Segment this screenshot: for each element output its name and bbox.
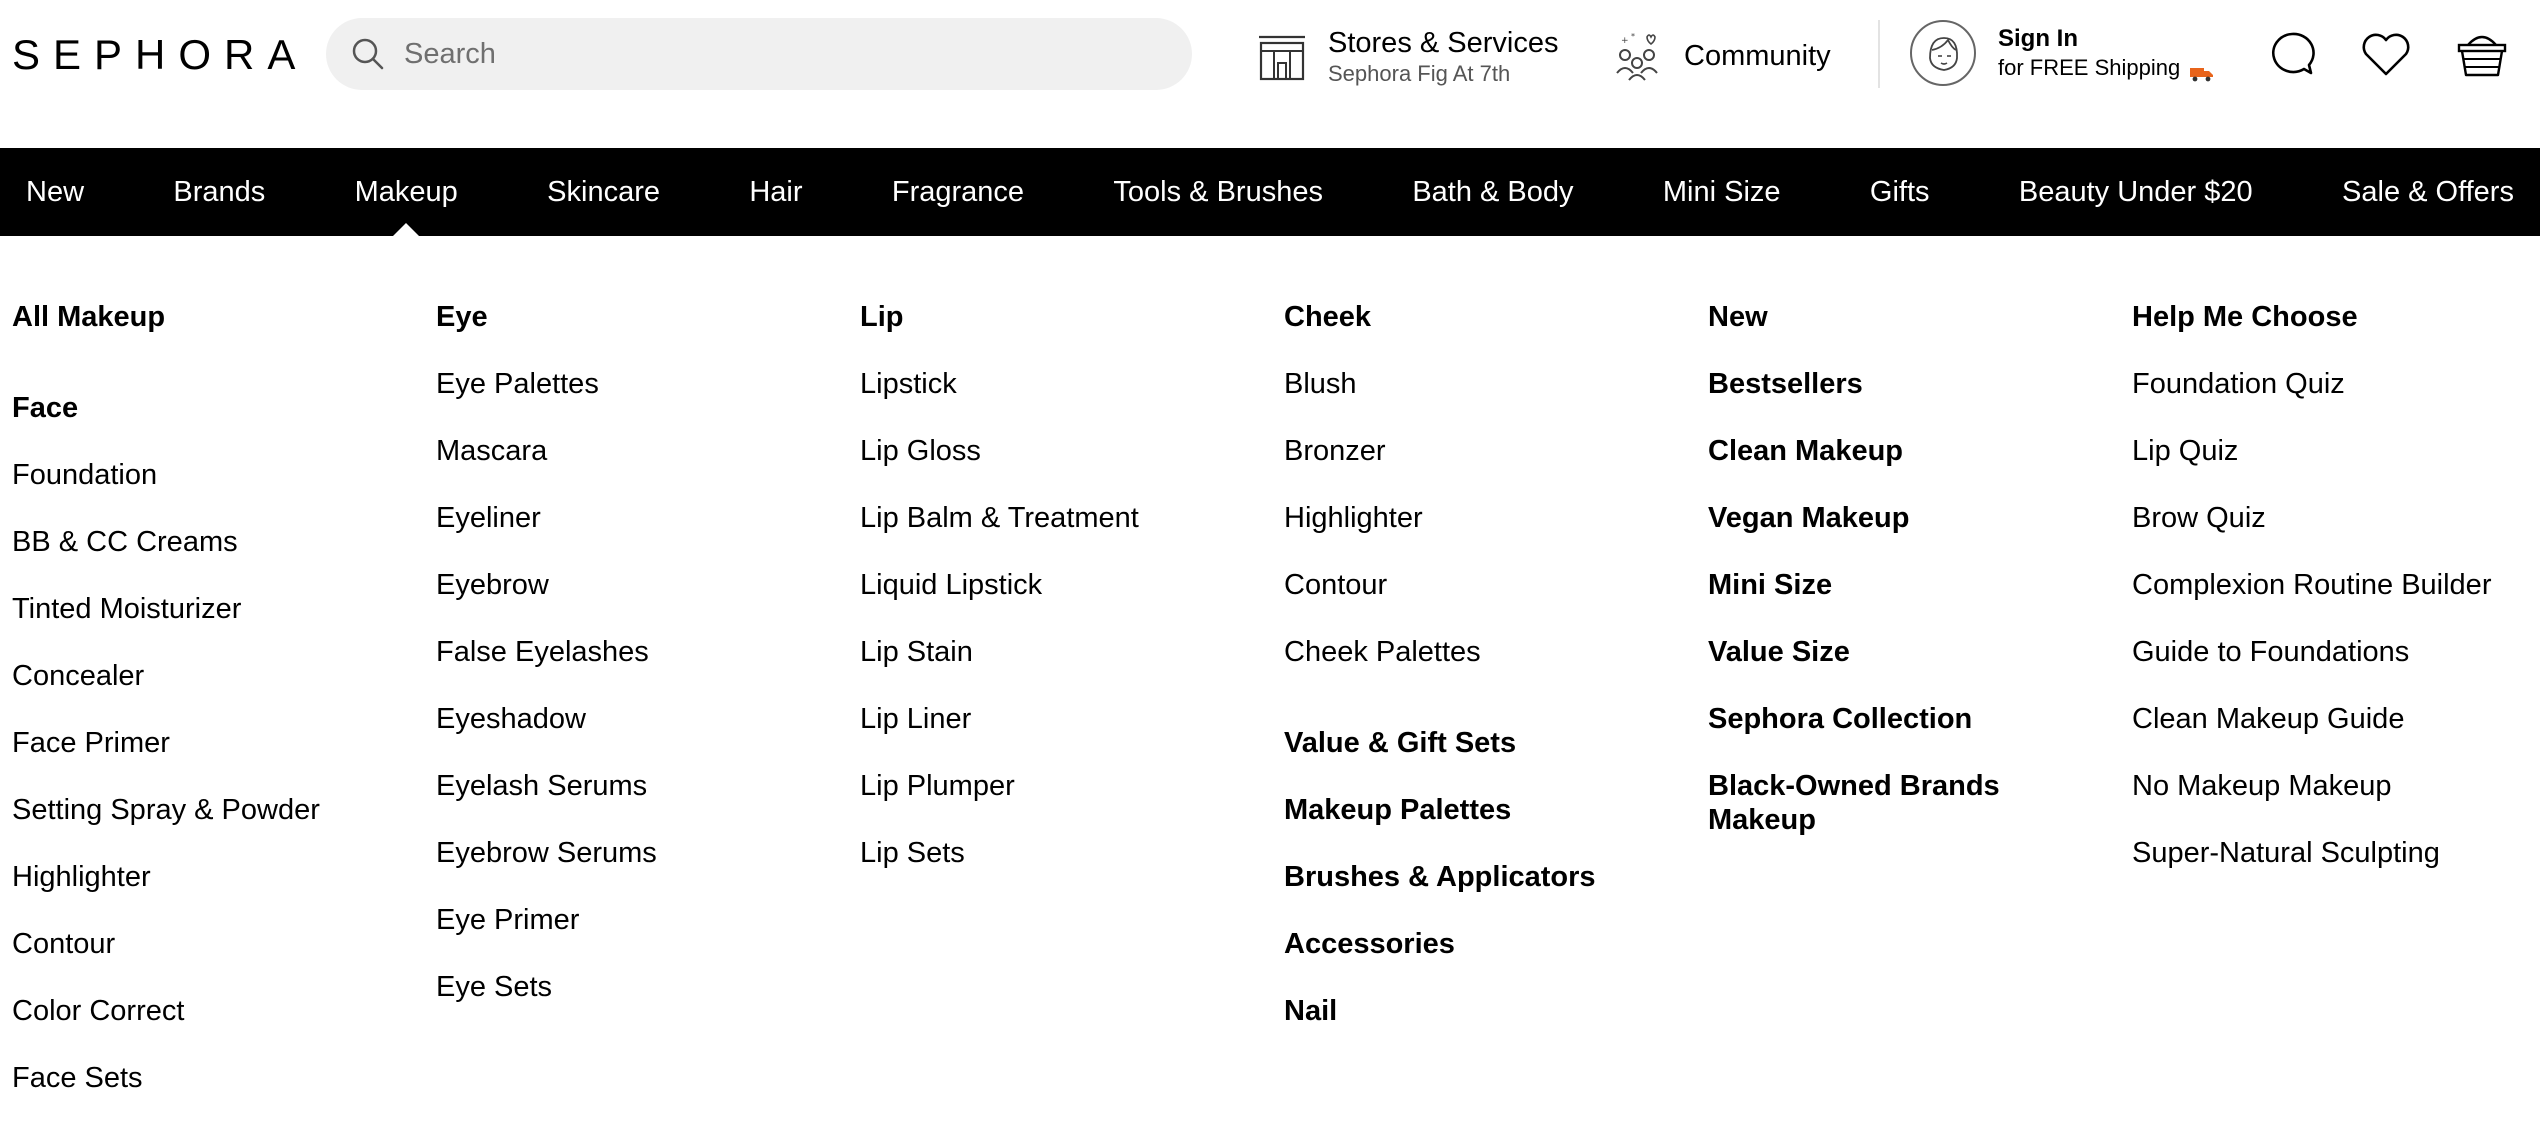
menu-link[interactable]: Eye Palettes xyxy=(436,368,599,400)
menu-link-vegan-makeup[interactable]: Vegan Makeup xyxy=(1708,502,1910,534)
search-bar[interactable] xyxy=(326,18,1192,90)
nav-item-makeup[interactable]: Makeup xyxy=(355,148,458,236)
menu-link[interactable]: Highlighter xyxy=(12,861,151,893)
menu-column-face xyxy=(12,300,432,1128)
menu-heading-eye[interactable]: Eye xyxy=(436,301,488,333)
menu-link[interactable]: Mascara xyxy=(436,435,548,467)
menu-link-clean-makeup[interactable]: Clean Makeup xyxy=(1708,435,1903,467)
stores-title: Stores & Services xyxy=(1328,27,1559,59)
menu-link-black-owned-brands[interactable]: Black-Owned Brands Makeup xyxy=(1708,770,2000,836)
search-input[interactable] xyxy=(404,38,1164,71)
menu-link[interactable]: Contour xyxy=(1284,569,1388,601)
nav-item-mini-size[interactable]: Mini Size xyxy=(1662,176,1781,208)
menu-link-brushes-applicators[interactable]: Brushes & Applicators xyxy=(1284,861,1596,893)
header-divider xyxy=(1878,20,1880,88)
stores-subtitle: Sephora Fig At 7th xyxy=(1328,61,1511,86)
menu-link[interactable]: Super-Natural Sculpting xyxy=(2132,837,2440,869)
menu-column-help-me-choose xyxy=(2132,300,2540,903)
basket-icon[interactable] xyxy=(2454,26,2510,82)
menu-link[interactable]: Eyeliner xyxy=(436,502,541,534)
menu-link[interactable]: Face Primer xyxy=(12,727,170,759)
menu-link[interactable]: Blush xyxy=(1284,368,1357,400)
menu-link[interactable]: Clean Makeup Guide xyxy=(2132,703,2405,735)
nav-item-sale-offers[interactable]: Sale & Offers xyxy=(2342,176,2514,208)
menu-link[interactable]: BB & CC Creams xyxy=(12,526,238,558)
menu-link[interactable]: Contour xyxy=(12,928,116,960)
sign-in-link[interactable] xyxy=(1910,20,2214,86)
menu-link-value-size[interactable]: Value Size xyxy=(1708,636,1850,668)
truck-icon xyxy=(2190,61,2214,77)
nav-item-hair[interactable]: Hair xyxy=(749,176,803,208)
menu-link[interactable]: Complexion Routine Builder xyxy=(2132,569,2492,601)
makeup-dropdown-menu xyxy=(0,236,2540,1134)
nav-item-tools-brushes[interactable]: Tools & Brushes xyxy=(1113,176,1323,208)
menu-column-cheek xyxy=(1284,300,1704,1061)
menu-column-featured xyxy=(1708,300,2068,869)
heart-icon[interactable] xyxy=(2358,26,2414,82)
menu-link[interactable]: Liquid Lipstick xyxy=(860,569,1043,601)
menu-link-bestsellers[interactable]: Bestsellers xyxy=(1708,368,1863,400)
nav-item-gifts[interactable]: Gifts xyxy=(1869,176,1930,208)
menu-link[interactable]: Highlighter xyxy=(1284,502,1423,534)
svg-text:+: + xyxy=(1621,36,1629,46)
search-icon xyxy=(348,34,388,74)
chat-icon[interactable] xyxy=(2264,26,2320,82)
menu-link[interactable]: Guide to Foundations xyxy=(2132,636,2410,668)
menu-link[interactable]: Lip Plumper xyxy=(860,770,1015,802)
menu-link[interactable]: Foundation Quiz xyxy=(2132,368,2345,400)
menu-link[interactable]: Color Correct xyxy=(12,995,185,1027)
menu-link[interactable]: Lip Stain xyxy=(860,636,973,668)
menu-heading-cheek[interactable]: Cheek xyxy=(1284,301,1372,333)
menu-link[interactable]: Eye Sets xyxy=(436,971,553,1003)
menu-link[interactable]: False Eyelashes xyxy=(436,636,649,668)
sign-in-title: Sign In xyxy=(1998,25,2078,52)
nav-item-bath-body[interactable]: Bath & Body xyxy=(1412,176,1574,208)
menu-link-sephora-collection[interactable]: Sephora Collection xyxy=(1708,703,1973,735)
menu-link[interactable]: Eyeshadow xyxy=(436,703,586,735)
menu-link[interactable]: Eyebrow Serums xyxy=(436,837,657,869)
menu-link[interactable]: Lipstick xyxy=(860,368,957,400)
menu-link[interactable]: Lip Balm & Treatment xyxy=(860,502,1139,534)
avatar-icon xyxy=(1910,20,1976,86)
menu-link[interactable]: Eyelash Serums xyxy=(436,770,648,802)
community-label: Community xyxy=(1684,39,1831,72)
menu-link-all-makeup[interactable]: All Makeup xyxy=(12,301,166,333)
nav-item-brands[interactable]: Brands xyxy=(173,176,266,208)
store-icon xyxy=(1254,29,1310,85)
site-header xyxy=(0,0,2540,148)
menu-heading-help-me-choose[interactable]: Help Me Choose xyxy=(2132,301,2358,333)
sephora-logo[interactable]: SEPHORA xyxy=(12,31,309,78)
menu-link[interactable]: No Makeup Makeup xyxy=(2132,770,2392,802)
community-link[interactable] xyxy=(1610,28,1831,84)
community-icon xyxy=(1610,29,1664,83)
menu-link[interactable]: Face Sets xyxy=(12,1062,143,1094)
nav-item-beauty-under-20[interactable]: Beauty Under $20 xyxy=(2018,176,2253,208)
menu-column-eye xyxy=(436,300,856,1037)
menu-link[interactable]: Lip Quiz xyxy=(2132,435,2239,467)
nav-item-fragrance[interactable]: Fragrance xyxy=(891,176,1025,208)
menu-link-mini-size[interactable]: Mini Size xyxy=(1708,569,1833,601)
menu-link[interactable]: Lip Sets xyxy=(860,837,965,869)
menu-link[interactable]: Bronzer xyxy=(1284,435,1386,467)
menu-link[interactable]: Eye Primer xyxy=(436,904,580,936)
menu-link-nail[interactable]: Nail xyxy=(1284,995,1338,1027)
menu-link-accessories[interactable]: Accessories xyxy=(1284,928,1455,960)
menu-heading-face[interactable]: Face xyxy=(12,392,79,424)
menu-link[interactable]: Lip Liner xyxy=(860,703,972,735)
menu-link-value-gift-sets[interactable]: Value & Gift Sets xyxy=(1284,727,1517,759)
menu-link[interactable]: Setting Spray & Powder xyxy=(12,794,320,826)
menu-link[interactable]: Brow Quiz xyxy=(2132,502,2266,534)
menu-link[interactable]: Eyebrow xyxy=(436,569,549,601)
nav-item-new[interactable]: New xyxy=(26,176,85,208)
menu-link[interactable]: Concealer xyxy=(12,660,145,692)
menu-link[interactable]: Tinted Moisturizer xyxy=(12,593,242,625)
main-nav xyxy=(0,148,2540,236)
stores-services-link[interactable] xyxy=(1254,26,1558,88)
sign-in-subtitle: for FREE Shipping xyxy=(1998,55,2181,80)
menu-link[interactable]: Foundation xyxy=(12,459,158,491)
menu-link[interactable]: Lip Gloss xyxy=(860,435,981,467)
menu-heading-lip[interactable]: Lip xyxy=(860,301,904,333)
menu-column-lip xyxy=(860,300,1280,903)
menu-link-new[interactable]: New xyxy=(1708,301,1768,333)
nav-item-skincare[interactable]: Skincare xyxy=(547,176,660,208)
menu-link-makeup-palettes[interactable]: Makeup Palettes xyxy=(1284,794,1512,826)
svg-text:*: * xyxy=(1631,32,1635,41)
menu-link[interactable]: Cheek Palettes xyxy=(1284,636,1481,668)
